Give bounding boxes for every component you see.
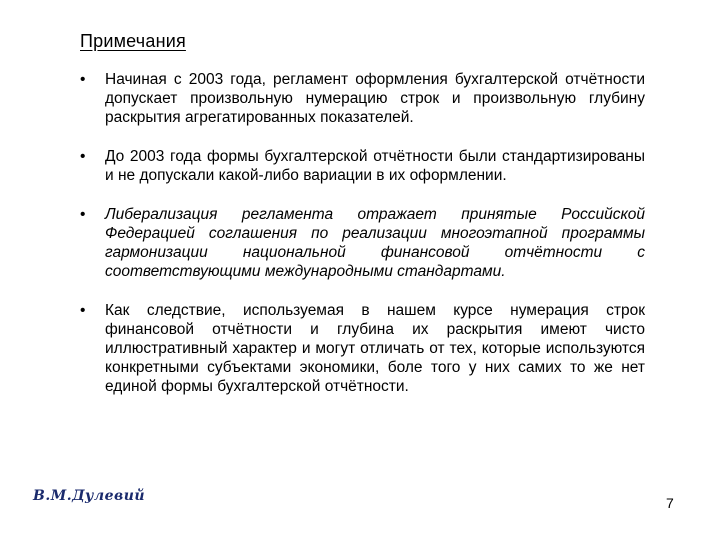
bullet-icon: •	[80, 71, 86, 88]
note-item	[80, 147, 645, 185]
bullet-icon: •	[80, 302, 86, 319]
author-signature: В.М.Дулевий	[33, 488, 146, 504]
note-text: До 2003 года формы бухгалтерской отчётности были стандартизированы и не допускали какой-либо вариации в их оформлении.	[105, 148, 645, 184]
bullet-icon: •	[80, 148, 86, 165]
notes-list	[80, 70, 645, 416]
note-text: Как следствие, используемая в нашем курсе нумерация строк финансовой отчётности и глубина их раскрытия имеют чисто иллюстративный характер и могут отличать от тех, которые используются конкретными субъектами экономики, боле того у них самих то же нет единой формы бухгалтерской отчётности.	[105, 302, 645, 395]
note-item	[80, 205, 645, 281]
note-item	[80, 301, 645, 396]
note-text: Либерализация регламента отражает принятые Российской Федерацией соглашения по реализации многоэтапной программы гармонизации национальной финансовой отчётности с соответствующими международными стандартами.	[105, 206, 645, 280]
bullet-icon: •	[80, 206, 86, 223]
page-number: 7	[666, 495, 674, 511]
page-title: Примечания	[80, 31, 186, 51]
note-item	[80, 70, 645, 127]
note-text: Начиная с 2003 года, регламент оформления бухгалтерской отчётности допускает произвольную нумерацию строк и произвольную глубину раскрытия агрегатированных показателей.	[105, 71, 645, 126]
